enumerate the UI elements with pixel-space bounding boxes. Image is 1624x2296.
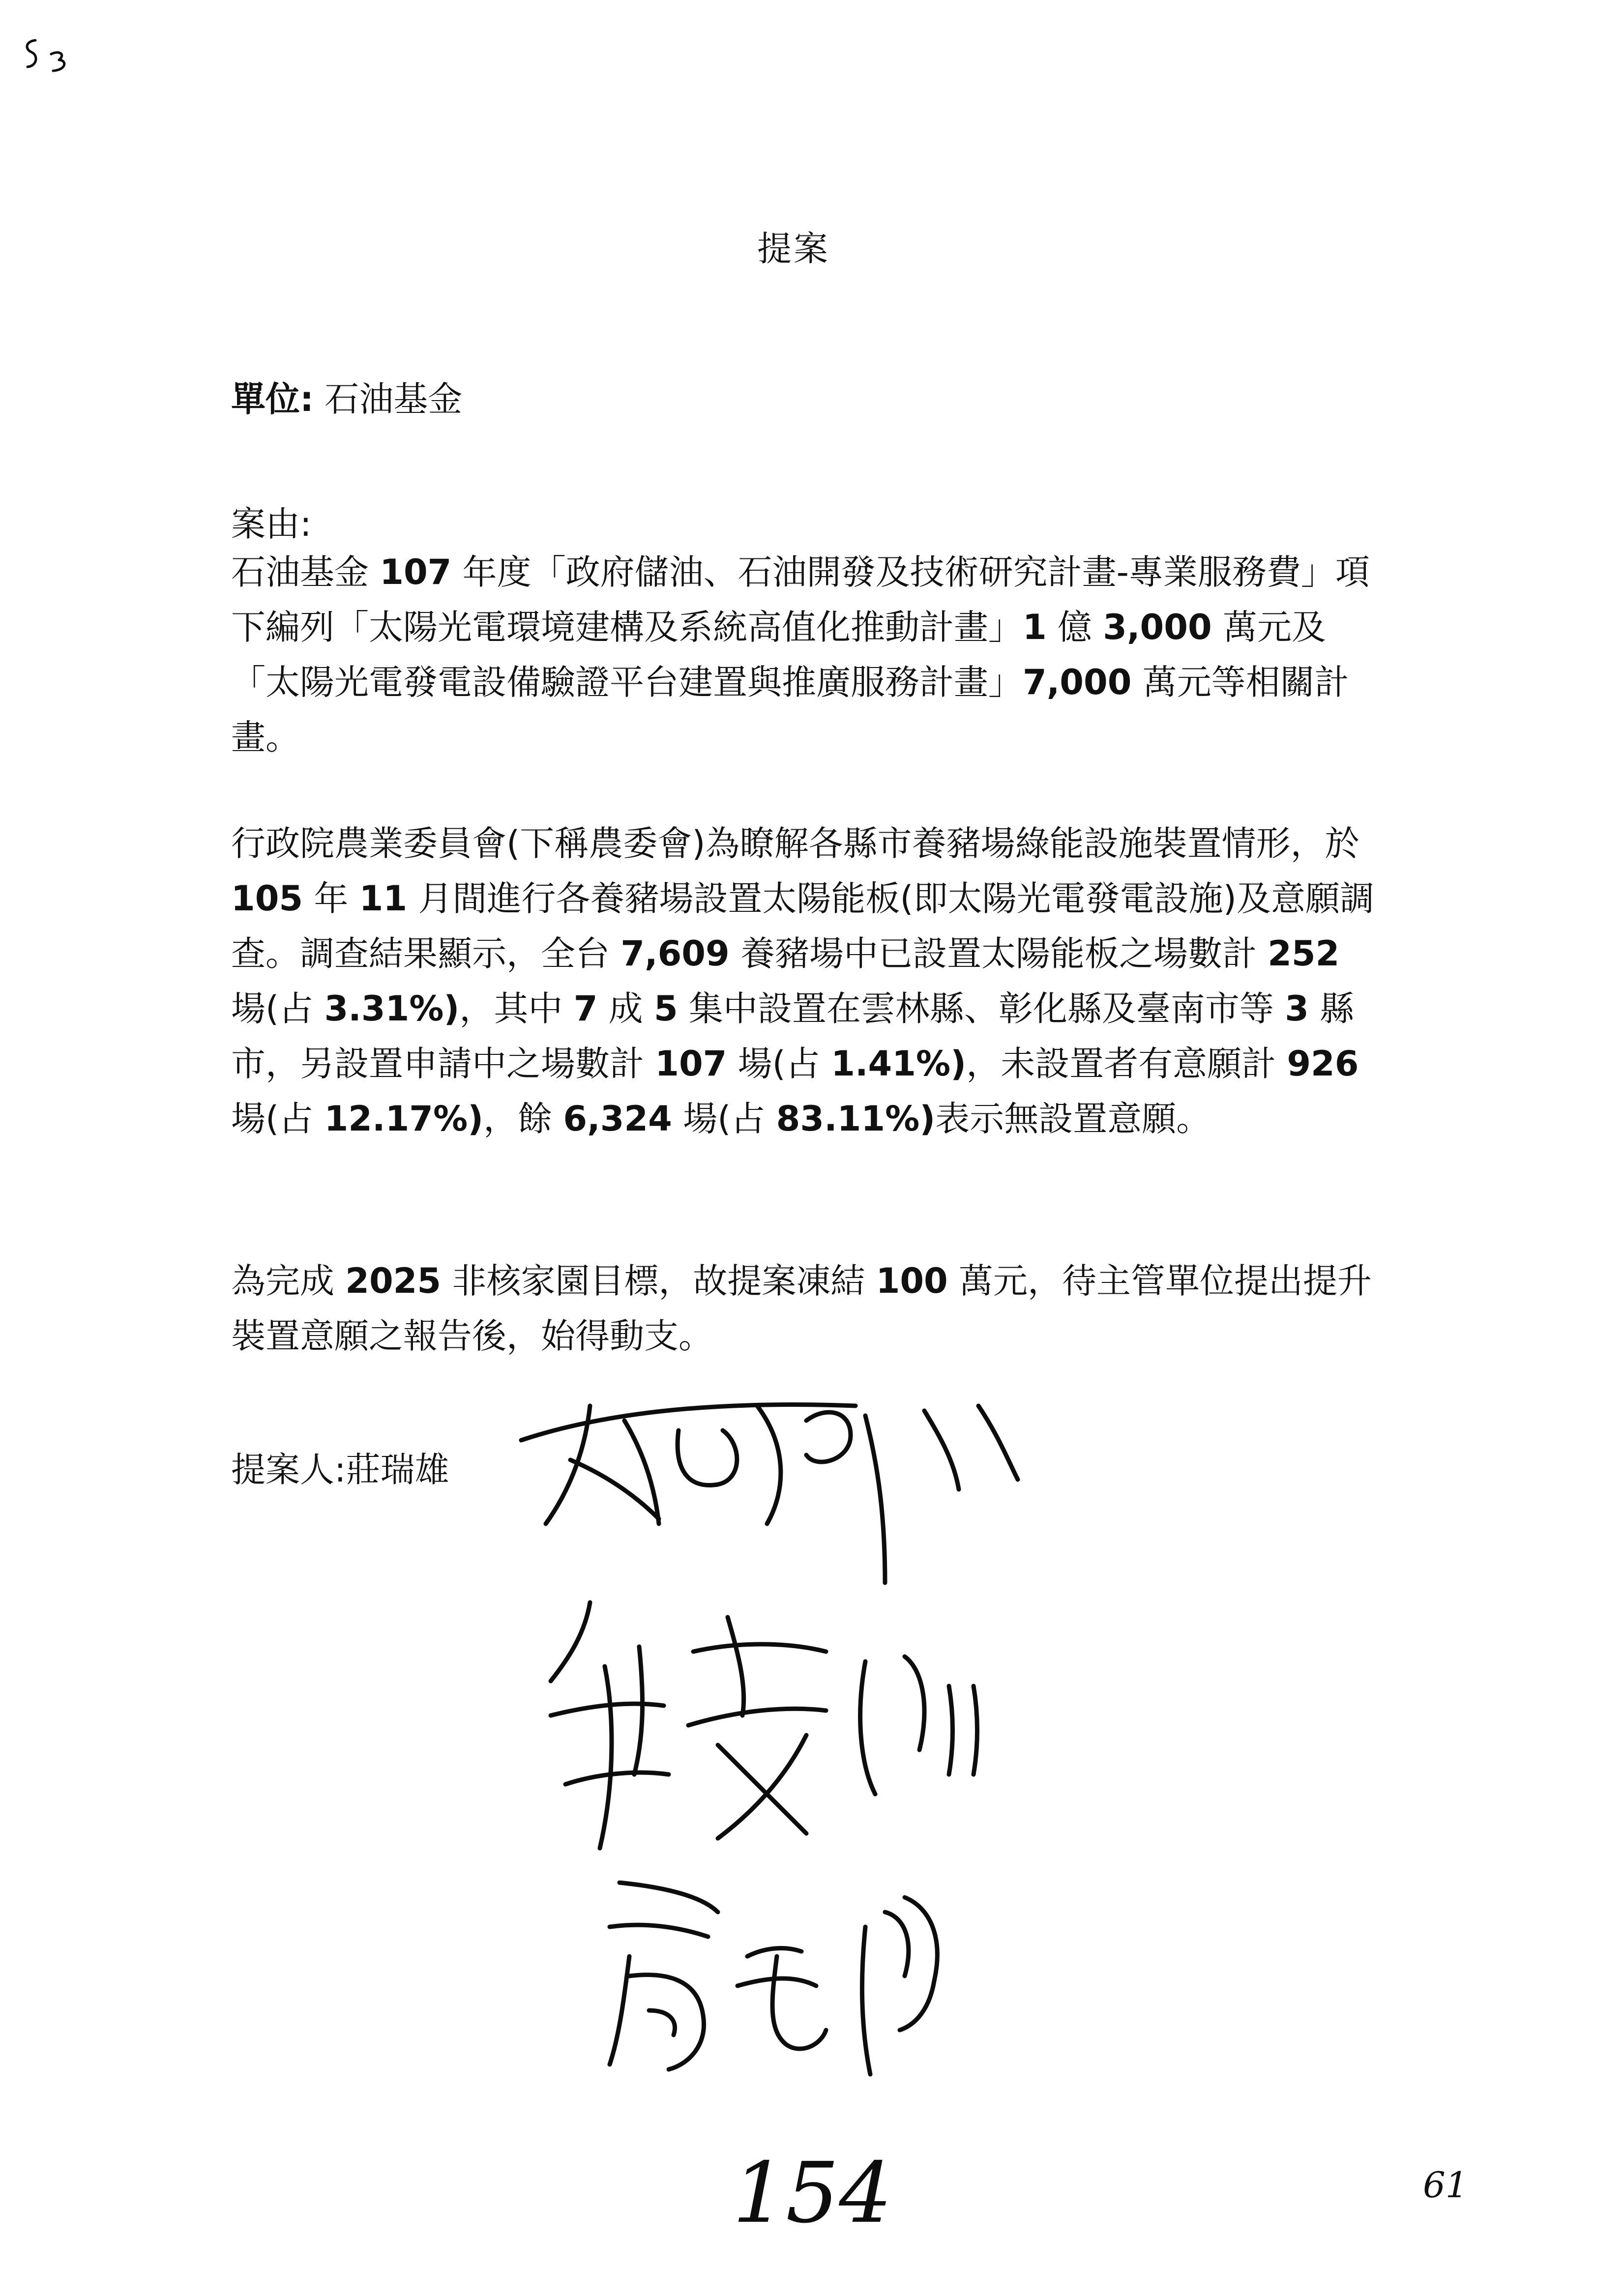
reason-label: 案由:: [231, 504, 312, 544]
page-number-text: 154: [733, 2145, 892, 2241]
reason-paragraph-1: 石油基金 107 年度「政府儲油、石油開發及技術研究計畫-專業服務費」項下編列「太陽光電環境建構及系統高值化推動計畫」1 億 3,000 萬元及「太陽光電發電設備驗證平台建置與推廣服務計畫」7,000 萬元等相關計畫。: [231, 552, 1370, 757]
document-title: 提案: [757, 229, 830, 269]
reason-paragraph-3: 為完成 2025 非核家園目標，故提案凍結 100 萬元，待主管單位提出提升裝置意願之報告後，始得動支。: [231, 1261, 1372, 1356]
corner-number-text: 61: [1423, 2164, 1468, 2206]
signature-2: [531, 1588, 1003, 1863]
proposer-label: 提案人:莊瑞雄: [231, 1450, 449, 1490]
unit-label: 單位:: [231, 379, 314, 419]
page-number-handwritten: [728, 2143, 905, 2241]
signature-3: [590, 1868, 964, 2084]
unit-value: 石油基金: [325, 379, 463, 419]
corner-page-number: [1421, 2158, 1490, 2212]
reason-paragraph-2: 行政院農業委員會(下稱農委會)為瞭解各縣市養豬場綠能設施裝置情形，於 105 年 11 月間進行各養豬場設置太陽能板(即太陽光電發電設施)及意願調查。調查結果顯示，全台 7,609 養豬場中已設置太陽能板之場數計 252 場(占 3.31%)，其中 7 成 5 集中設置在雲林縣、彰化縣及臺南市等 3 縣市，另設置申請中之場數計 107 場(占 1.41%)，未設置者有意願計 926 場(占 12.17%)，餘 6,324 場(占 83.11%)表示無設置意願。: [231, 823, 1374, 1139]
handwritten-corner-mark: [21, 34, 80, 79]
unit-line: [231, 372, 462, 421]
signature-1: [511, 1376, 1033, 1593]
